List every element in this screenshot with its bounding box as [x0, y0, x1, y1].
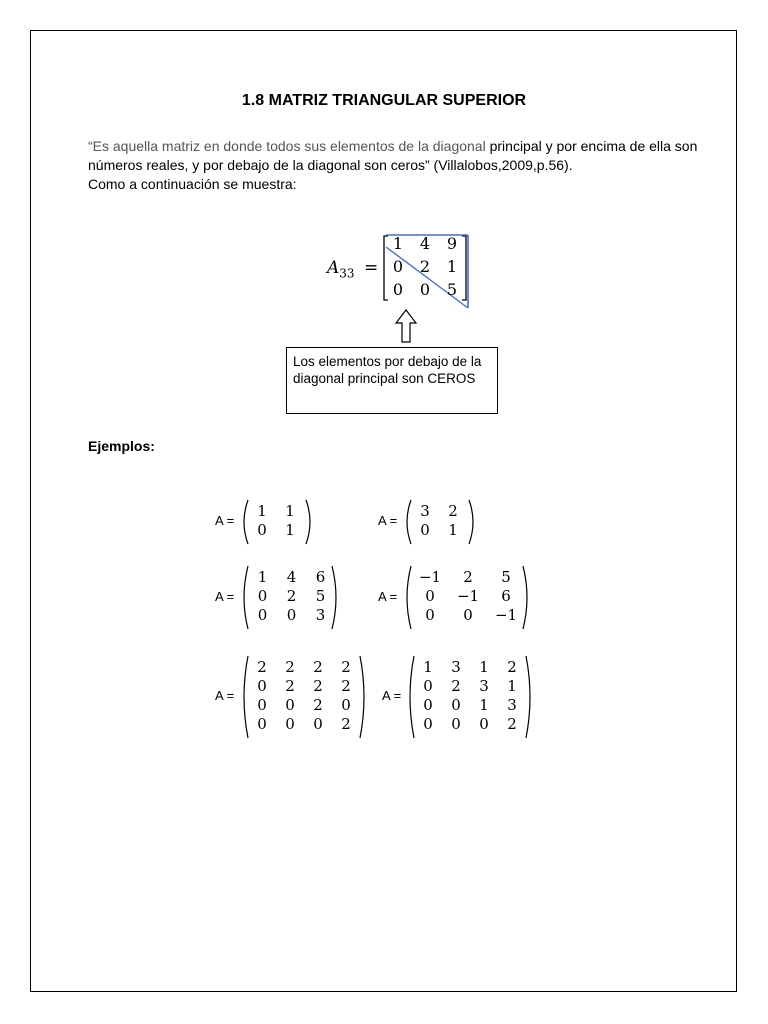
- example-matrix-cell: 4: [286, 568, 297, 586]
- example-matrix-cell: 2: [286, 587, 297, 605]
- example-a-label: A =: [215, 688, 235, 703]
- example-matrix-cell: 3: [420, 502, 430, 520]
- example-a-label: A =: [215, 513, 235, 528]
- example-matrix-cell: 0: [285, 696, 295, 714]
- example-a-label: A =: [378, 513, 398, 528]
- example-a-label: A =: [382, 688, 402, 703]
- main-matrix-cell: 0: [419, 280, 431, 299]
- example-matrix-cell: 0: [257, 677, 267, 695]
- example-matrix-cell: 2: [341, 658, 351, 676]
- quote-line-3: Como a continuación se muestra:: [88, 176, 297, 192]
- main-matrix: [388, 234, 468, 306]
- example-a-label: A =: [215, 588, 235, 604]
- quote-part-1: “Es aquella matriz en donde todos sus elementos de la diagonal: [88, 138, 486, 154]
- example-matrix-cell: 2: [507, 658, 517, 676]
- matrix-label-letter: A: [327, 258, 340, 278]
- main-matrix-cell: 2: [419, 257, 431, 276]
- example-matrix-cell: 1: [507, 677, 517, 695]
- example-matrix-cell: 2: [285, 658, 295, 676]
- main-matrix-cell: 1: [446, 257, 458, 276]
- example-matrix-cell: 1: [257, 502, 267, 520]
- example-matrix-cell: 1: [285, 521, 295, 539]
- main-matrix-cell: 0: [392, 280, 404, 299]
- example-matrix-cell: 0: [257, 521, 267, 539]
- example-matrix-cell: −1: [456, 587, 480, 605]
- example-matrix-cell: 2: [463, 568, 473, 586]
- main-matrix-cell: 9: [446, 234, 458, 253]
- example-matrix-cell: 2: [451, 677, 461, 695]
- example-matrix-cell: 0: [286, 606, 297, 624]
- example-matrix-cell: 0: [257, 696, 267, 714]
- example-matrix-cell: 0: [479, 715, 489, 733]
- note-box: Los elementos por debajo de la diagonal principal son CEROS: [286, 347, 498, 414]
- right-paren: [526, 656, 530, 738]
- example-matrix-cell: 2: [341, 677, 351, 695]
- example-matrix-cell: 0: [257, 606, 268, 624]
- example-matrix-cell: 6: [315, 568, 326, 586]
- example-matrix-cell: 5: [315, 587, 326, 605]
- example-matrix-cell: 0: [423, 696, 433, 714]
- example-matrix-cell: 0: [313, 715, 323, 733]
- example-matrix-cell: 2: [285, 677, 295, 695]
- example-matrix-cell: 3: [451, 658, 461, 676]
- example-matrix-cell: 0: [423, 677, 433, 695]
- right-paren: [360, 656, 364, 738]
- example-matrix-cell: −1: [494, 606, 518, 624]
- example-matrix-cell: 2: [313, 658, 323, 676]
- example-matrix-cell: 0: [257, 715, 267, 733]
- example-matrix-cell: 1: [257, 568, 268, 586]
- example-matrix-cell: 2: [313, 677, 323, 695]
- matrix-label: [327, 258, 378, 280]
- example-matrix-cell: 2: [341, 715, 351, 733]
- example-matrix-cell: 0: [423, 715, 433, 733]
- example-a-label: A =: [378, 588, 398, 604]
- example-matrix-cell: 0: [341, 696, 351, 714]
- example-matrix-cell: 6: [501, 587, 511, 605]
- example-matrix-cell: 3: [507, 696, 517, 714]
- main-matrix-cell: 4: [419, 234, 431, 253]
- example-matrix-cell: 2: [257, 658, 267, 676]
- right-paren: [469, 500, 473, 544]
- example-matrix-cell: 0: [257, 587, 268, 605]
- example-matrix-cell: 0: [451, 715, 461, 733]
- example-matrix-cell: 2: [448, 502, 458, 520]
- matrix-label-subscript: 33: [339, 266, 355, 281]
- right-paren: [306, 500, 310, 544]
- example-matrix-cell: 2: [507, 715, 517, 733]
- up-arrow-icon: [394, 308, 418, 344]
- example-matrix-cell: 0: [463, 606, 473, 624]
- example-matrix-cell: 0: [425, 606, 435, 624]
- example-matrix-cell: 1: [479, 658, 489, 676]
- example-matrix-cell: 1: [423, 658, 433, 676]
- example-matrix-cell: 1: [448, 521, 458, 539]
- example-matrix-cell: 1: [285, 502, 295, 520]
- example-matrix-cell: 0: [420, 521, 430, 539]
- example-matrix-cell: 2: [313, 696, 323, 714]
- matrix-equals: =: [363, 258, 379, 278]
- example-matrix-cell: 5: [501, 568, 511, 586]
- main-matrix-cell: 5: [446, 280, 458, 299]
- page-title: 1.8 MATRIZ TRIANGULAR SUPERIOR: [241, 92, 527, 109]
- quote-paragraph: [88, 137, 728, 194]
- example-matrix-cell: 3: [315, 606, 326, 624]
- example-matrix-cell: 0: [285, 715, 295, 733]
- example-matrix-cell: 0: [425, 587, 435, 605]
- examples-heading: Ejemplos:: [88, 438, 155, 454]
- main-matrix-cell: 0: [392, 257, 404, 276]
- example-matrix-cell: 3: [479, 677, 489, 695]
- example-matrix-cell: 1: [479, 696, 489, 714]
- example-matrix-cell: −1: [418, 568, 442, 586]
- quote-part-2: principal y por encima de ella son números reales, y por debajo de la diagonal son ceros” (Villalobos,2009,p.56).: [88, 138, 698, 173]
- example-matrix-cell: 0: [451, 696, 461, 714]
- main-matrix-cell: 1: [392, 234, 404, 253]
